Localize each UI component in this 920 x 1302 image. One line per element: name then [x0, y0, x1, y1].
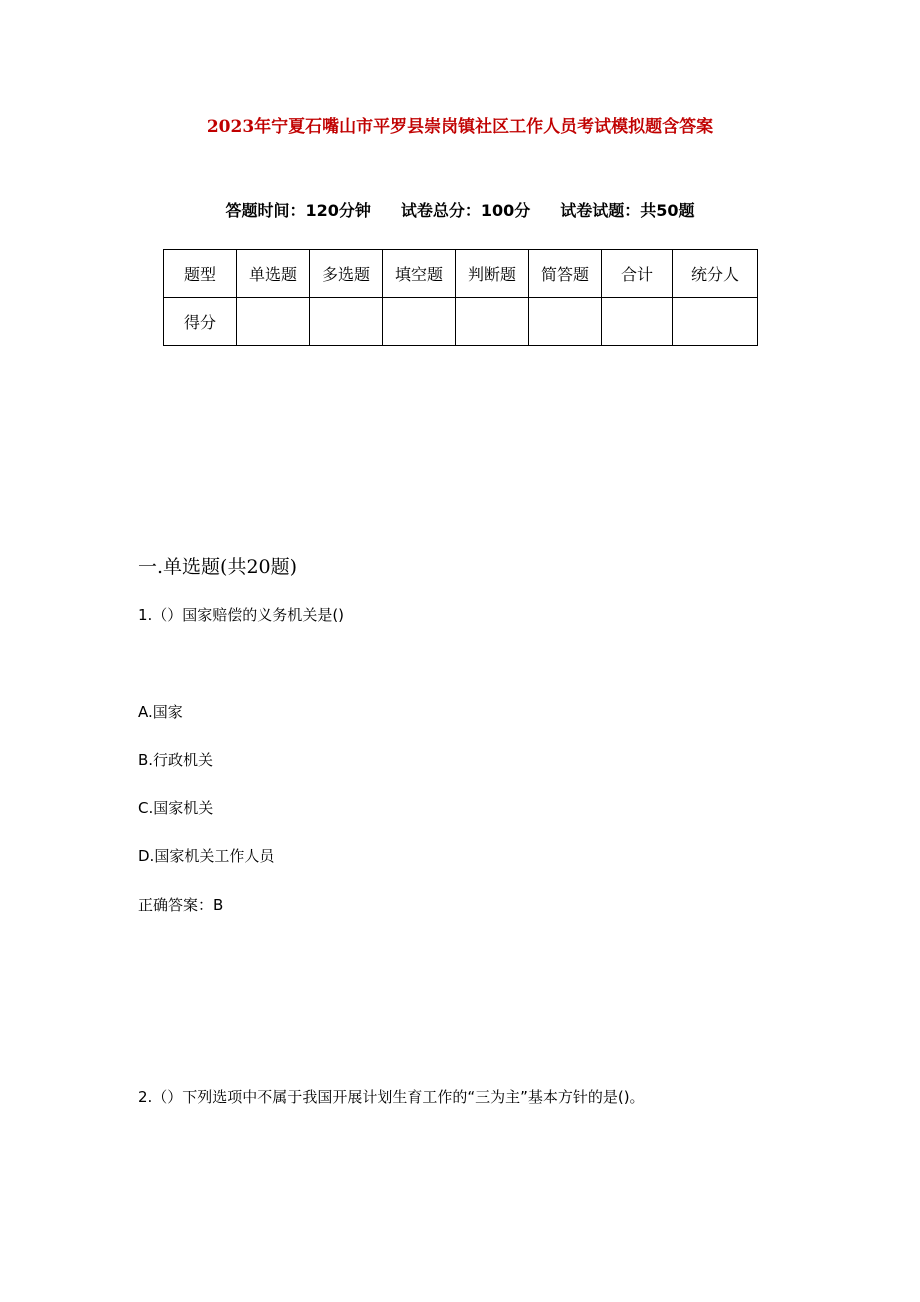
score-table-header-cell: 单选题 [237, 250, 310, 298]
score-row-label: 得分 [164, 298, 237, 346]
score-table [163, 249, 758, 346]
score-table-score-row [164, 298, 758, 346]
score-cell [673, 298, 758, 346]
question-2-text: 2.（）下列选项中不属于我国开展计划生育工作的“三为主”基本方针的是()。 [138, 1088, 645, 1106]
score-table-header-cell: 统分人 [673, 250, 758, 298]
exam-total-score: 试卷总分：100分 [400, 201, 531, 220]
score-cell [529, 298, 602, 346]
question-1-option-c: C.国家机关 [138, 799, 214, 817]
exam-meta [0, 198, 920, 221]
question-1-option-b: B.行政机关 [138, 751, 214, 769]
question-1-option-a: A.国家 [138, 703, 183, 721]
exam-time: 答题时间：120分钟 [225, 201, 371, 220]
score-cell [383, 298, 456, 346]
score-cell [310, 298, 383, 346]
score-cell [602, 298, 673, 346]
question-1-answer: 正确答案：B [138, 896, 224, 914]
score-table-header-cell: 判断题 [456, 250, 529, 298]
document-title: 2023年宁夏石嘴山市平罗县崇岗镇社区工作人员考试模拟题含答案 [206, 117, 714, 137]
score-table-header-cell: 题型 [164, 250, 237, 298]
score-table-header-cell: 合计 [602, 250, 673, 298]
question-1-text: 1.（）国家赔偿的义务机关是() [138, 606, 345, 624]
section-title: 一.单选题(共20题) [138, 556, 298, 578]
question-1-option-d: D.国家机关工作人员 [138, 847, 275, 865]
score-table-header-row [164, 250, 758, 298]
score-table-header-cell: 简答题 [529, 250, 602, 298]
score-table-header-cell: 填空题 [383, 250, 456, 298]
score-cell [456, 298, 529, 346]
score-table-header-cell: 多选题 [310, 250, 383, 298]
score-cell [237, 298, 310, 346]
exam-question-count: 试卷试题：共50题 [560, 201, 695, 220]
